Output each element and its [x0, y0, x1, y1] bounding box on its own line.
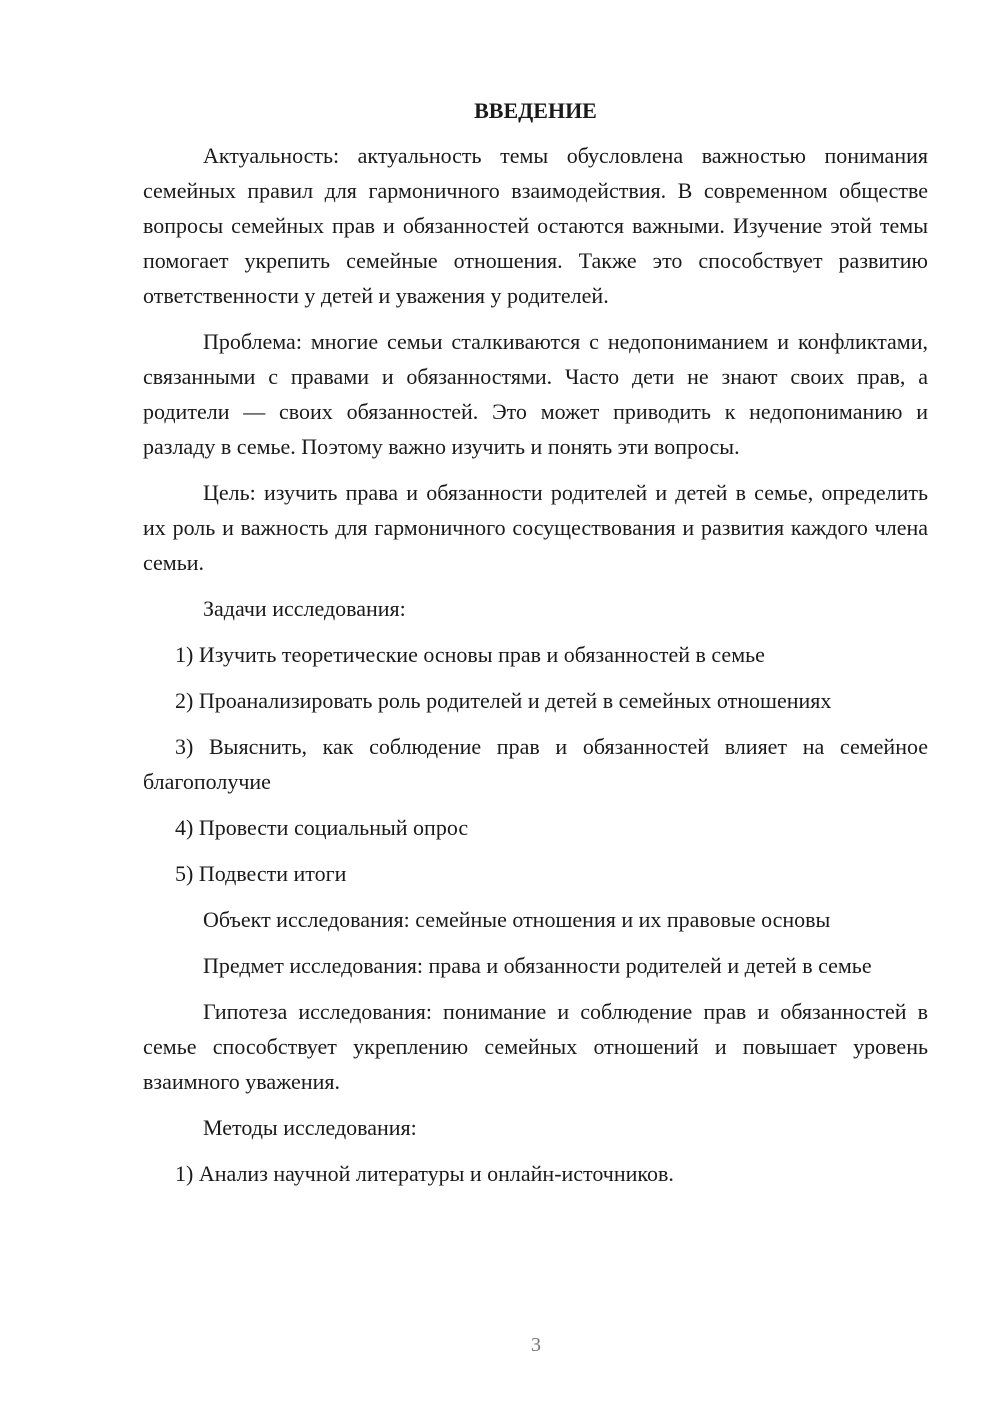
relevance-paragraph: Актуальность: актуальность темы обусловлена важностью понимания семейных правил для гармоничного взаимодействия. В современном обществе вопросы семейных прав и обязанностей остаются важными. Изучение этой темы помогает укрепить семейные отношения. Также это способствует развитию ответственности у детей и уважения у родителей. — [143, 143, 928, 308]
task-item-2: 2) Проанализировать роль родителей и детей в семейных отношениях — [175, 688, 832, 713]
page-content — [143, 96, 928, 1202]
page-number: 3 — [531, 1334, 541, 1356]
hypothesis-paragraph: Гипотеза исследования: понимание и соблюдение прав и обязанностей в семье способствует укреплению семейных отношений и повышает уровень взаимного уважения. — [143, 999, 928, 1094]
task-item-5: 5) Подвести итоги — [175, 861, 347, 886]
section-heading: ВВЕДЕНИЕ — [474, 98, 597, 123]
object-paragraph: Объект исследования: семейные отношения и их правовые основы — [203, 907, 831, 932]
method-item-1: 1) Анализ научной литературы и онлайн-источников. — [175, 1161, 674, 1186]
task-item-3: 3) Выяснить, как соблюдение прав и обязанностей влияет на семейное благополучие — [143, 734, 928, 794]
task-item-4: 4) Провести социальный опрос — [175, 815, 469, 840]
subject-paragraph: Предмет исследования: права и обязанности родителей и детей в семье — [203, 953, 872, 978]
task-item-1: 1) Изучить теоретические основы прав и обязанностей в семье — [175, 642, 765, 667]
problem-paragraph: Проблема: многие семьи сталкиваются с недопониманием и конфликтами, связанными с правами и обязанностями. Часто дети не знают своих прав, а родители — своих обязанностей. Это может приводить к недопониманию и разладу в семье. Поэтому важно изучить и понять эти вопросы. — [143, 329, 928, 459]
goal-paragraph: Цель: изучить права и обязанности родителей и детей в семье, определить их роль и важность для гармоничного сосуществования и развития каждого члена семьи. — [143, 480, 928, 575]
tasks-title: Задачи исследования: — [203, 596, 406, 621]
methods-title: Методы исследования: — [203, 1115, 417, 1140]
